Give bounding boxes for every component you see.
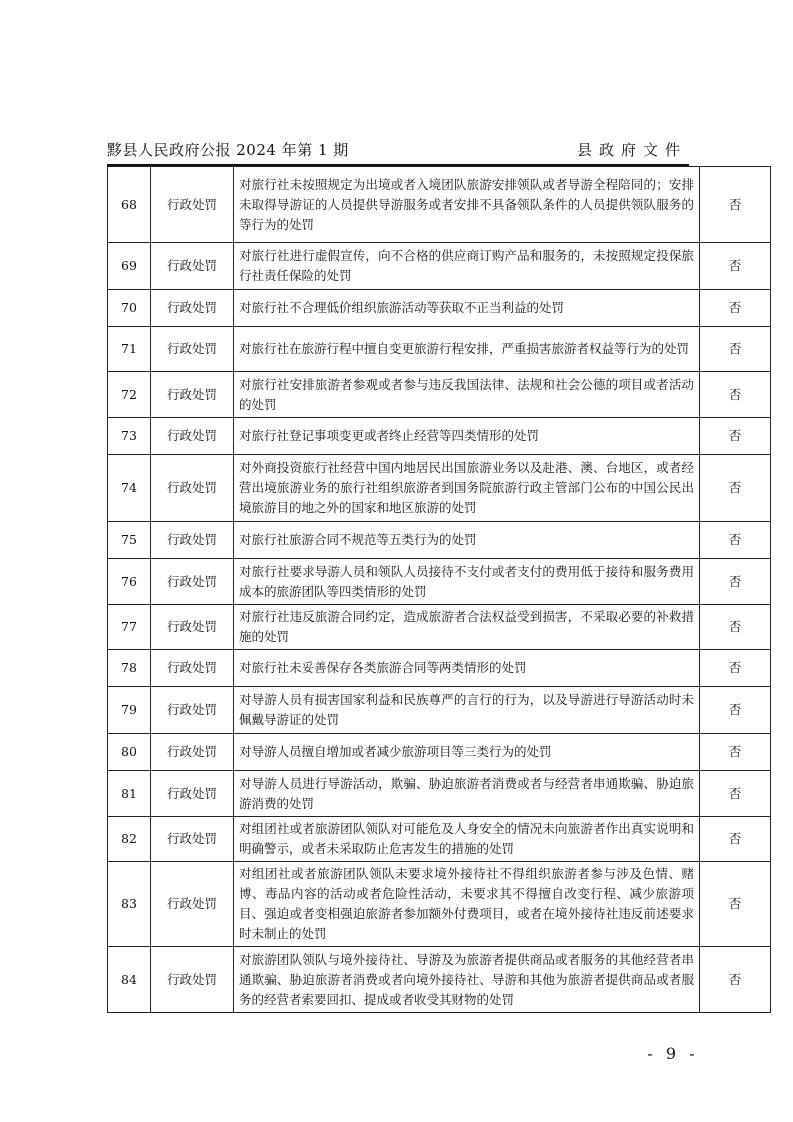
row-number: 73 [108,418,151,455]
row-flag: 否 [700,243,771,290]
power-type: 行政处罚 [151,650,234,687]
power-item: 对旅行社安排旅游者参观或者参与违反我国法律、法规和社会公德的项目或者活动的处罚 [234,372,700,418]
power-item: 对旅游团队领队与境外接待社、导游及为旅游者提供商品或者服务的其他经营者串通欺骗、胁迫旅游者消费或者向境外接待社、导游和其他为旅游者提供商品或者服务的经营者索要回扣、提成或者收受其财物的处罚 [234,947,700,1013]
row-flag: 否 [700,167,771,243]
power-type: 行政处罚 [151,687,234,734]
power-type: 行政处罚 [151,327,234,372]
power-type: 行政处罚 [151,290,234,327]
row-number: 77 [108,605,151,650]
row-flag: 否 [700,455,771,522]
row-flag: 否 [700,862,771,947]
table-row [108,327,771,372]
row-flag: 否 [700,947,771,1013]
table-row [108,947,771,1013]
power-item: 对组团社或者旅游团队领队未要求境外接待社不得组织旅游者参与涉及色情、赌博、毒品内容的活动或者危险性活动，未要求其不得擅自改变行程、减少旅游项目、强迫或者变相强迫旅游者参加额外付费项目，或者在境外接待社违反前述要求时未制止的处罚 [234,862,700,947]
section-title: 县政府文件 [576,141,687,159]
power-item: 对旅行社未按照规定为出境或者入境团队旅游安排领队或者导游全程陪同的；安排未取得导游证的人员提供导游服务或者安排不具备领队条件的人员提供领队服务的等行为的处罚 [234,167,700,243]
row-number: 80 [108,734,151,771]
row-number: 81 [108,771,151,817]
row-number: 75 [108,522,151,559]
power-type: 行政处罚 [151,947,234,1013]
table-row [108,418,771,455]
table-row [108,372,771,418]
power-item: 对旅行社旅游合同不规范等五类行为的处罚 [234,522,700,559]
power-item: 对旅行社进行虚假宣传，向不合格的供应商订购产品和服务的，未按照规定投保旅行社责任保险的处罚 [234,243,700,290]
power-item: 对外商投资旅行社经营中国内地居民出国旅游业务以及赴港、澳、台地区，或者经营出境旅游业务的旅行社组织旅游者到国务院旅游行政主管部门公布的中国公民出境旅游目的地之外的国家和地区旅游的处罚 [234,455,700,522]
row-flag: 否 [700,290,771,327]
power-item: 对旅行社要求导游人员和领队人员接待不支付或者支付的费用低于接待和服务费用成本的旅游团队等四类情形的处罚 [234,559,700,605]
row-number: 82 [108,817,151,862]
table-row [108,605,771,650]
power-type: 行政处罚 [151,455,234,522]
row-number: 71 [108,327,151,372]
power-type: 行政处罚 [151,372,234,418]
power-item: 对旅行社在旅游行程中擅自变更旅游行程安排，严重损害旅游者权益等行为的处罚 [234,327,700,372]
power-item: 对旅行社登记事项变更或者终止经营等四类情形的处罚 [234,418,700,455]
power-item: 对导游人员擅自增加或者减少旅游项目等三类行为的处罚 [234,734,700,771]
power-type: 行政处罚 [151,243,234,290]
row-flag: 否 [700,734,771,771]
table-row [108,455,771,522]
power-type: 行政处罚 [151,734,234,771]
power-item: 对旅行社不合理低价组织旅游活动等获取不正当利益的处罚 [234,290,700,327]
row-number: 76 [108,559,151,605]
power-list-table [107,166,771,1013]
row-number: 74 [108,455,151,522]
row-number: 79 [108,687,151,734]
table-row [108,167,771,243]
page-header [107,140,689,166]
table-row [108,817,771,862]
table-row [108,862,771,947]
power-type: 行政处罚 [151,167,234,243]
power-item: 对组团社或者旅游团队领队对可能危及人身安全的情况未向旅游者作出真实说明和明确警示，或者未采取防止危害发生的措施的处罚 [234,817,700,862]
table-row [108,290,771,327]
power-type: 行政处罚 [151,862,234,947]
power-item: 对旅行社违反旅游合同约定，造成旅游者合法权益受到损害，不采取必要的补救措施的处罚 [234,605,700,650]
row-number: 84 [108,947,151,1013]
row-number: 78 [108,650,151,687]
row-flag: 否 [700,650,771,687]
table-row [108,522,771,559]
gazette-title: 黟县人民政府公报 2024 年第 1 期 [107,141,349,159]
table-row [108,243,771,290]
row-flag: 否 [700,372,771,418]
row-number: 68 [108,167,151,243]
row-number: 83 [108,862,151,947]
power-item: 对导游人员有损害国家利益和民族尊严的言行的行为，以及导游进行导游活动时未佩戴导游证的处罚 [234,687,700,734]
row-number: 72 [108,372,151,418]
row-flag: 否 [700,327,771,372]
power-type: 行政处罚 [151,817,234,862]
row-flag: 否 [700,559,771,605]
power-item: 对旅行社未妥善保存各类旅游合同等两类情形的处罚 [234,650,700,687]
power-item: 对导游人员进行导游活动，欺骗、胁迫旅游者消费或者与经营者串通欺骗、胁迫旅游消费的处罚 [234,771,700,817]
row-flag: 否 [700,687,771,734]
row-flag: 否 [700,771,771,817]
row-number: 69 [108,243,151,290]
row-flag: 否 [700,418,771,455]
power-type: 行政处罚 [151,522,234,559]
row-flag: 否 [700,522,771,559]
table-row [108,771,771,817]
table-row [108,687,771,734]
page-number: - 9 - [647,1044,699,1063]
power-type: 行政处罚 [151,771,234,817]
table-row [108,650,771,687]
row-number: 70 [108,290,151,327]
table-row [108,559,771,605]
power-type: 行政处罚 [151,418,234,455]
row-flag: 否 [700,605,771,650]
row-flag: 否 [700,817,771,862]
table-row [108,734,771,771]
power-type: 行政处罚 [151,559,234,605]
power-type: 行政处罚 [151,605,234,650]
